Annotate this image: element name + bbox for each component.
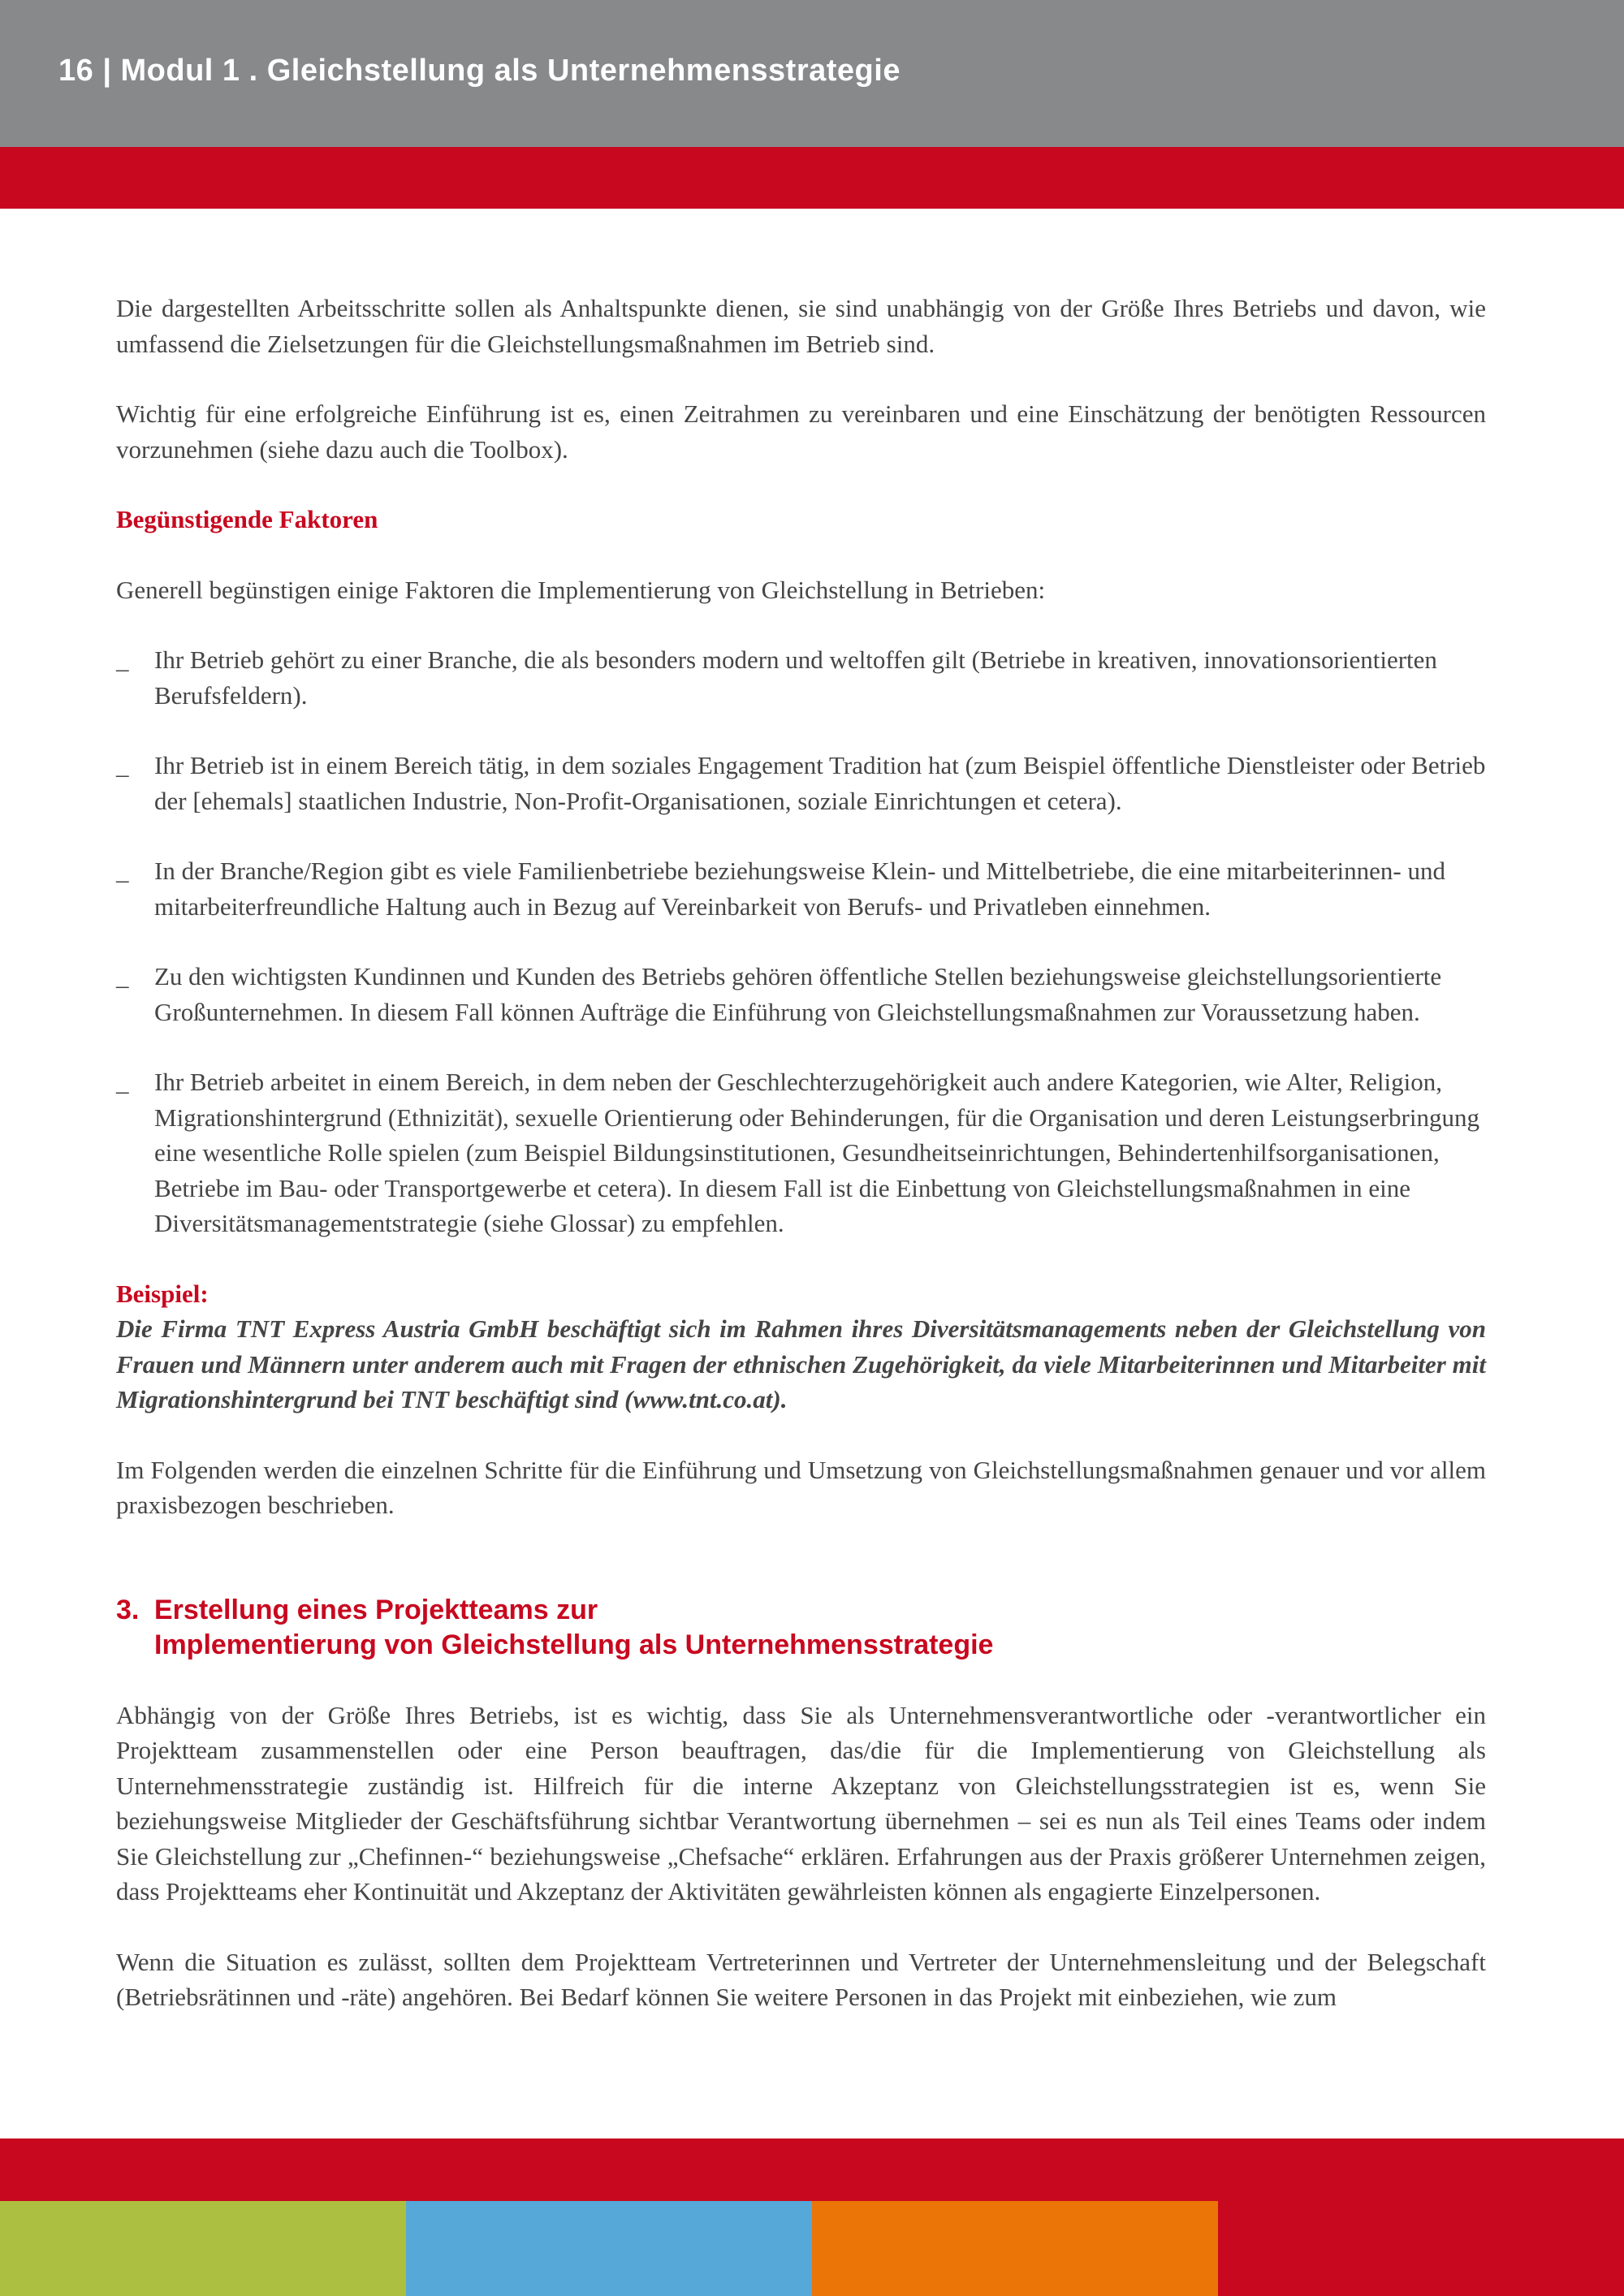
list-item <box>116 748 1486 818</box>
list-item <box>116 642 1486 713</box>
list-item-text: In der Branche/Region gibt es viele Familienbetriebe beziehungsweise Klein- und Mittelbetriebe, die eine mitarbeiterinnen- und mitarbeiterfreundliche Haltung auch in Bezug auf Vereinbarkeit von Berufs- und Privatleben einnehmen. <box>154 857 1445 921</box>
paragraph-3: Im Folgenden werden die einzelnen Schritte für die Einführung und Umsetzung von Gleichstellungsmaßnahmen genauer und vor allem praxisbezogen beschrieben. <box>116 1455 1486 1519</box>
example-box <box>116 1276 1486 1418</box>
list-item <box>116 959 1486 1029</box>
footer-red-block <box>1218 2201 1624 2296</box>
bullet-dash: _ <box>116 962 129 990</box>
bullet-intro: Generell begünstigen einige Faktoren die Implementierung von Gleichstellung in Betrieben: <box>116 575 1046 604</box>
paragraph-4: Abhängig von der Größe Ihres Betriebs, ist es wichtig, dass Sie als Unternehmensverantwortliche oder -verantwortlicher ein Projektteam zusammenstellen oder eine Person beauftragen, das/die für die Implementierung von Gleichstellung als Unternehmensstrategie zuständig ist. Hilfreich für die interne Akzeptanz von Gleichstellungsstrategien ist es, wenn Sie beziehungsweise Mitglieder der Geschäftsführung sichtbar Verantwortung übernehmen – sei es nun als Teil eines Teams oder indem Sie Gleichstellung zur „Chefinnen-“ beziehungsweise „Chefsache“ erklären. Erfahrungen aus der Praxis größerer Unternehmen zeigen, dass Projektteams eher Kontinuität und Akzeptanz der Aktivitäten gewährleisten können als engagierte Einzelpersonen. <box>116 1700 1486 1905</box>
page-header <box>0 0 1624 147</box>
example-text: Die Firma TNT Express Austria GmbH beschäftigt sich im Rahmen ihres Diversitätsmanagements neben der Gleichstellung von Frauen und Männern unter anderem auch mit Fragen der ethnischen Zugehörigkeit, da viele Mitarbeiterinnen und Mitarbeiter mit Migrationshintergrund bei TNT beschäftigt sind (www.tnt.co.at). <box>116 1314 1486 1413</box>
list-item <box>116 853 1486 924</box>
subheading-beguenstigende-faktoren: Begünstigende Faktoren <box>116 505 378 533</box>
paragraph-2: Wichtig für eine erfolgreiche Einführung ist es, einen Zeitrahmen zu vereinbaren und eine Einschätzung der benötigten Ressourcen vorzunehmen (siehe dazu auch die Toolbox). <box>116 399 1486 464</box>
footer-red-band <box>0 2138 1624 2201</box>
bullet-dash: _ <box>116 1068 129 1096</box>
section-number: 3. <box>116 1594 140 1625</box>
list-item-text: Ihr Betrieb gehört zu einer Branche, die als besonders modern und weltoffen gilt (Betriebe in kreativen, innovationsorientierten Berufsfeldern). <box>154 645 1437 710</box>
bullet-dash: _ <box>116 645 129 674</box>
list-item <box>116 1064 1486 1241</box>
footer-green-block <box>0 2201 406 2296</box>
section-title-line-2: Implementierung von Gleichstellung als Unternehmensstrategie <box>154 1629 994 1660</box>
bullet-dash: _ <box>116 751 129 779</box>
footer-orange-block <box>812 2201 1218 2296</box>
header-accent-strip <box>0 147 1624 209</box>
list-item-text: Zu den wichtigsten Kundinnen und Kunden des Betriebs gehören öffentliche Stellen beziehungsweise gleichstellungsorientierte Großunternehmen. In diesem Fall können Aufträge die Einführung von Gleichstellungsmaßnahmen zur Voraussetzung haben. <box>154 962 1442 1026</box>
paragraph-5: Wenn die Situation es zulässt, sollten dem Projektteam Vertreterinnen und Vertreter der Unternehmensleitung und der Belegschaft (Betriebsrätinnen und -räte) angehören. Bei Bedarf können Sie weitere Personen in das Projekt mit einbeziehen, wie zum <box>116 1947 1486 2011</box>
main-content <box>116 291 1486 2050</box>
list-item-text: Ihr Betrieb ist in einem Bereich tätig, in dem soziales Engagement Tradition hat (zum Beispiel öffentliche Dienstleister oder Betrieb der [ehemals] staatlichen Industrie, Non-Profit-Organisationen, soziale Einrichtungen et cetera). <box>154 751 1486 815</box>
factor-list <box>116 642 1486 1241</box>
section-title-line-1: Erstellung eines Projektteams zur <box>154 1594 598 1625</box>
bullet-dash: _ <box>116 857 129 885</box>
footer-blue-block <box>406 2201 812 2296</box>
section-heading-3 <box>116 1593 1486 1663</box>
paragraph-1: Die dargestellten Arbeitsschritte sollen als Anhaltspunkte dienen, sie sind unabhängig von der Größe Ihres Betriebs und davon, wie umfassend die Zielsetzungen für die Gleichstellungsmaßnahmen im Betrieb sind. <box>116 294 1486 358</box>
example-label: Beispiel: <box>116 1279 209 1308</box>
list-item-text: Ihr Betrieb arbeitet in einem Bereich, in dem neben der Geschlechterzugehörigkeit auch andere Kategorien, wie Alter, Religion, Migrationshintergrund (Ethnizität), sexuelle Orientierung oder Behinderungen, für die Organisation und deren Leistungserbringung eine wesentliche Rolle spielen (zum Beispiel Bildungsinstitutionen, Gesundheitseinrichtungen, Behindertenhilfsorganisationen, Betriebe im Bau- oder Transportgewerbe et cetera). In diesem Fall ist die Einbettung von Gleichstellungsmaßnahmen in eine Diversitätsmanagementstrategie (siehe Glossar) zu empfehlen. <box>154 1068 1479 1237</box>
running-header-title: 16 | Modul 1 . Gleichstellung als Unternehmensstrategie <box>58 54 901 88</box>
